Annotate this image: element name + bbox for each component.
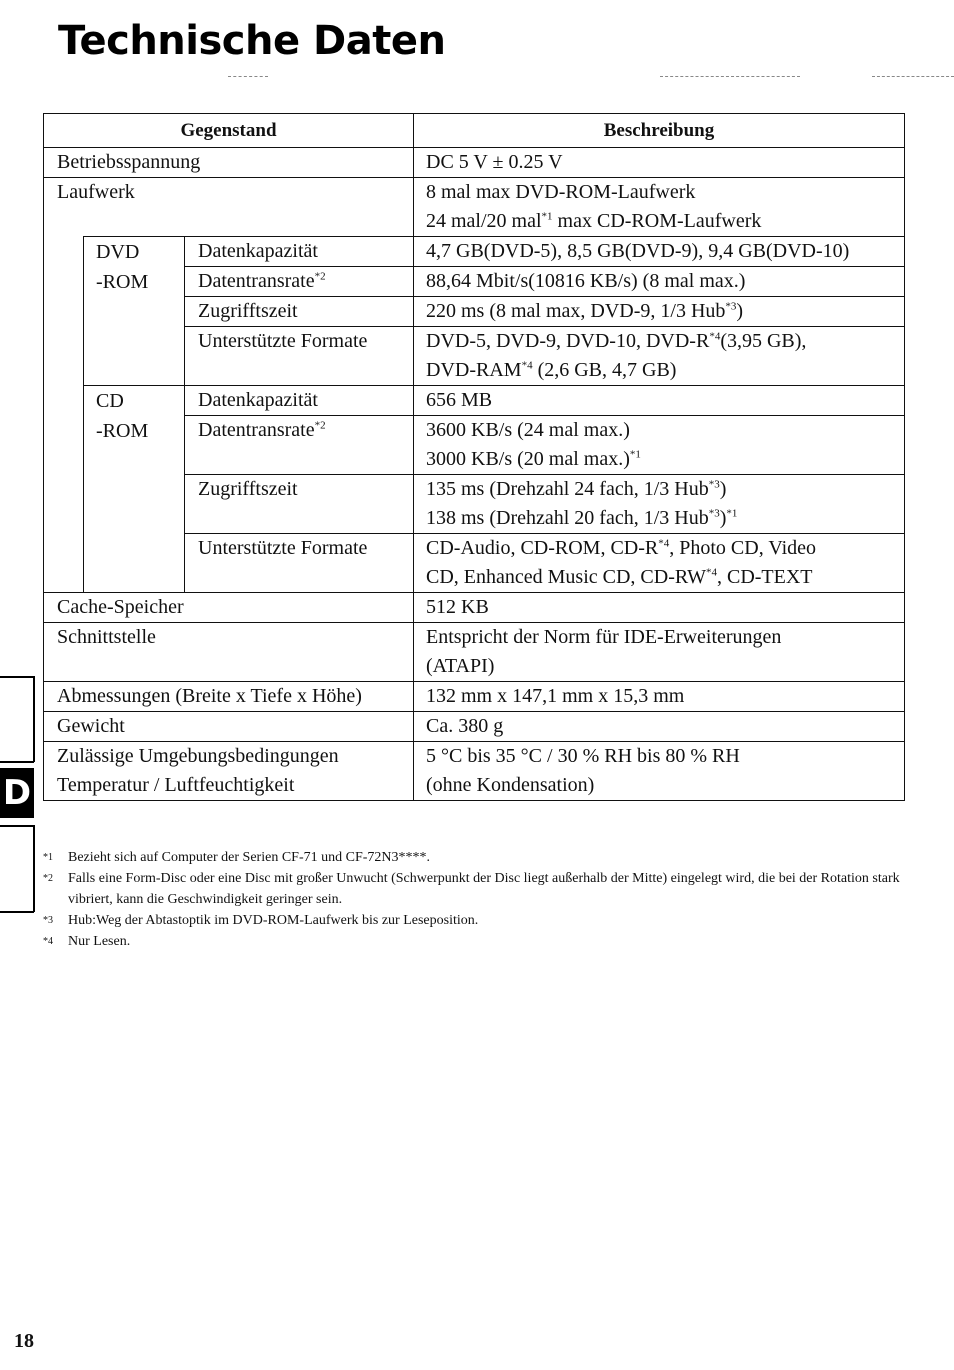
table-row bbox=[44, 682, 905, 712]
footnote bbox=[43, 931, 903, 952]
footnote bbox=[43, 910, 903, 931]
value-text: ) bbox=[719, 507, 727, 529]
value-line bbox=[426, 356, 896, 385]
row-label: Unterstützte Formate bbox=[185, 327, 414, 386]
row-label: Cache-Speicher bbox=[44, 593, 414, 623]
value-line: (ohne Kondensation) bbox=[426, 774, 595, 796]
col-header-desc: Beschreibung bbox=[414, 114, 905, 148]
side-bracket-line bbox=[0, 761, 34, 763]
page-title: Technische Daten bbox=[58, 18, 446, 64]
footnote-mark: *2 bbox=[43, 873, 53, 884]
group-label-dvd bbox=[84, 237, 185, 386]
footnote-ref: *2 bbox=[314, 419, 326, 432]
group-label-line: CD bbox=[96, 390, 124, 412]
footnote-text: Falls eine Form-Disc oder eine Disc mit großer Unwucht (Schwerpunkt der Disc liegt außerhalb der Mitte) eingelegt wird, die bei der Rotation stark vibriert, kann die Geschwindigkeit geringer sein. bbox=[68, 871, 900, 907]
indent-spacer bbox=[44, 237, 84, 593]
row-label: Betriebsspannung bbox=[44, 148, 414, 178]
row-value: Ca. 380 g bbox=[414, 712, 905, 742]
row-label: Schnittstelle bbox=[44, 623, 414, 682]
footnote-mark: *3 bbox=[43, 915, 53, 926]
table-row bbox=[44, 237, 905, 267]
side-bracket-line bbox=[0, 911, 34, 913]
label-line: Zulässige Umgebungsbedingungen bbox=[57, 745, 339, 767]
row-value bbox=[414, 623, 905, 682]
value-text: (2,6 GB, 4,7 GB) bbox=[532, 359, 677, 381]
value-line bbox=[426, 563, 896, 592]
value-text: (3,95 GB), bbox=[720, 330, 807, 352]
row-value: 132 mm x 147,1 mm x 15,3 mm bbox=[414, 682, 905, 712]
value-line bbox=[426, 504, 896, 533]
group-label-line: -ROM bbox=[96, 271, 149, 293]
value-line bbox=[426, 327, 896, 356]
value-text: ) bbox=[736, 300, 744, 322]
row-value: DC 5 V ± 0.25 V bbox=[414, 148, 905, 178]
value-line: 5 °C bis 35 °C / 30 % RH bis 80 % RH bbox=[426, 745, 740, 767]
side-bracket-line bbox=[33, 676, 35, 762]
footnote-ref: *4 bbox=[521, 359, 533, 372]
footnote-mark: *4 bbox=[43, 936, 53, 947]
row-label: Zugrifftszeit bbox=[185, 475, 414, 534]
row-value bbox=[414, 534, 905, 593]
footnote-text: Nur Lesen. bbox=[68, 934, 131, 949]
row-label: Gewicht bbox=[44, 712, 414, 742]
table-row bbox=[44, 712, 905, 742]
table-row bbox=[44, 386, 905, 416]
value-line: 8 mal max DVD-ROM-Laufwerk bbox=[426, 181, 696, 203]
value-text: 135 ms (Drehzahl 24 fach, 1/3 Hub bbox=[426, 478, 709, 500]
footnote-ref: *4 bbox=[709, 330, 721, 343]
footnote-mark: *1 bbox=[43, 852, 53, 863]
footnote-ref: *4 bbox=[658, 537, 670, 550]
row-value bbox=[414, 475, 905, 534]
value-text: 138 ms (Drehzahl 20 fach, 1/3 Hub bbox=[426, 507, 709, 529]
value-line: 3600 KB/s (24 mal max.) bbox=[426, 419, 630, 441]
row-value bbox=[414, 297, 905, 327]
table-row bbox=[44, 593, 905, 623]
footnote-ref: *1 bbox=[629, 448, 641, 461]
footnote-ref: *1 bbox=[726, 507, 738, 520]
footnote-ref: *3 bbox=[708, 478, 720, 491]
value-text: max CD-ROM-Laufwerk bbox=[552, 210, 762, 232]
row-value bbox=[414, 416, 905, 475]
value-line: Entspricht der Norm für IDE-Erweiterungen bbox=[426, 626, 782, 648]
row-label bbox=[185, 416, 414, 475]
value-text: DVD-RAM bbox=[426, 359, 522, 381]
row-value: 656 MB bbox=[414, 386, 905, 416]
row-label: Zugrifftszeit bbox=[185, 297, 414, 327]
footnote-text: Hub:Weg der Abtastoptik im DVD-ROM-Laufwerk bis zur Leseposition. bbox=[68, 913, 479, 928]
row-label: Unterstützte Formate bbox=[185, 534, 414, 593]
row-value: 4,7 GB(DVD-5), 8,5 GB(DVD-9), 9,4 GB(DVD-10) bbox=[414, 237, 905, 267]
side-bracket-line bbox=[0, 825, 34, 827]
row-value: 512 KB bbox=[414, 593, 905, 623]
value-line bbox=[426, 445, 896, 474]
row-label: Datenkapazität bbox=[185, 386, 414, 416]
header-rule bbox=[228, 76, 268, 77]
label-text: Datentransrate bbox=[198, 419, 315, 441]
footnote-ref: *1 bbox=[541, 210, 553, 223]
row-label: Laufwerk bbox=[44, 178, 414, 237]
chapter-tab: D bbox=[0, 768, 34, 818]
value-text: 3000 KB/s (20 mal max.) bbox=[426, 448, 630, 470]
table-row bbox=[44, 178, 905, 237]
row-label: Abmessungen (Breite x Tiefe x Höhe) bbox=[44, 682, 414, 712]
row-label bbox=[185, 267, 414, 297]
label-line: Temperatur / Luftfeuchtigkeit bbox=[57, 774, 295, 796]
value-text: , CD-TEXT bbox=[716, 566, 813, 588]
spec-table bbox=[43, 113, 905, 801]
side-bracket-line bbox=[0, 676, 34, 678]
footnote bbox=[43, 868, 903, 910]
header-rule bbox=[872, 76, 954, 77]
value-text: ) bbox=[719, 478, 727, 500]
table-row bbox=[44, 148, 905, 178]
footnotes bbox=[43, 847, 903, 952]
value-text: 24 mal/20 mal bbox=[426, 210, 542, 232]
page-number: 18 bbox=[14, 1330, 34, 1352]
row-value: 88,64 Mbit/s(10816 KB/s) (8 mal max.) bbox=[414, 267, 905, 297]
label-text: Datentransrate bbox=[198, 270, 315, 292]
group-label-line: DVD bbox=[96, 241, 140, 263]
row-label: Datenkapazität bbox=[185, 237, 414, 267]
footnote-ref: *3 bbox=[708, 507, 720, 520]
col-header-item: Gegenstand bbox=[44, 114, 414, 148]
row-value bbox=[414, 178, 905, 237]
side-bracket-line bbox=[33, 825, 35, 912]
value-line bbox=[426, 207, 896, 236]
row-value bbox=[414, 742, 905, 801]
value-text: CD-Audio, CD-ROM, CD-R bbox=[426, 537, 659, 559]
row-label bbox=[44, 742, 414, 801]
table-row bbox=[44, 742, 905, 801]
footnote-ref: *3 bbox=[725, 300, 737, 313]
value-text: , Photo CD, Video bbox=[669, 537, 817, 559]
footnote bbox=[43, 847, 903, 868]
header-rule bbox=[660, 76, 800, 77]
group-label-cd bbox=[84, 386, 185, 593]
value-line bbox=[426, 534, 896, 563]
group-label-line: -ROM bbox=[96, 420, 149, 442]
value-text: 220 ms (8 mal max, DVD-9, 1/3 Hub bbox=[426, 300, 726, 322]
value-line: (ATAPI) bbox=[426, 655, 495, 677]
footnote-ref: *2 bbox=[314, 270, 326, 283]
value-line bbox=[426, 475, 896, 504]
table-row bbox=[44, 623, 905, 682]
row-value bbox=[414, 327, 905, 386]
header-row bbox=[44, 114, 905, 148]
value-text: DVD-5, DVD-9, DVD-10, DVD-R bbox=[426, 330, 710, 352]
value-text: CD, Enhanced Music CD, CD-RW bbox=[426, 566, 706, 588]
footnote-text: Bezieht sich auf Computer der Serien CF-71 und CF-72N3****. bbox=[68, 850, 431, 865]
footnote-ref: *4 bbox=[705, 566, 717, 579]
